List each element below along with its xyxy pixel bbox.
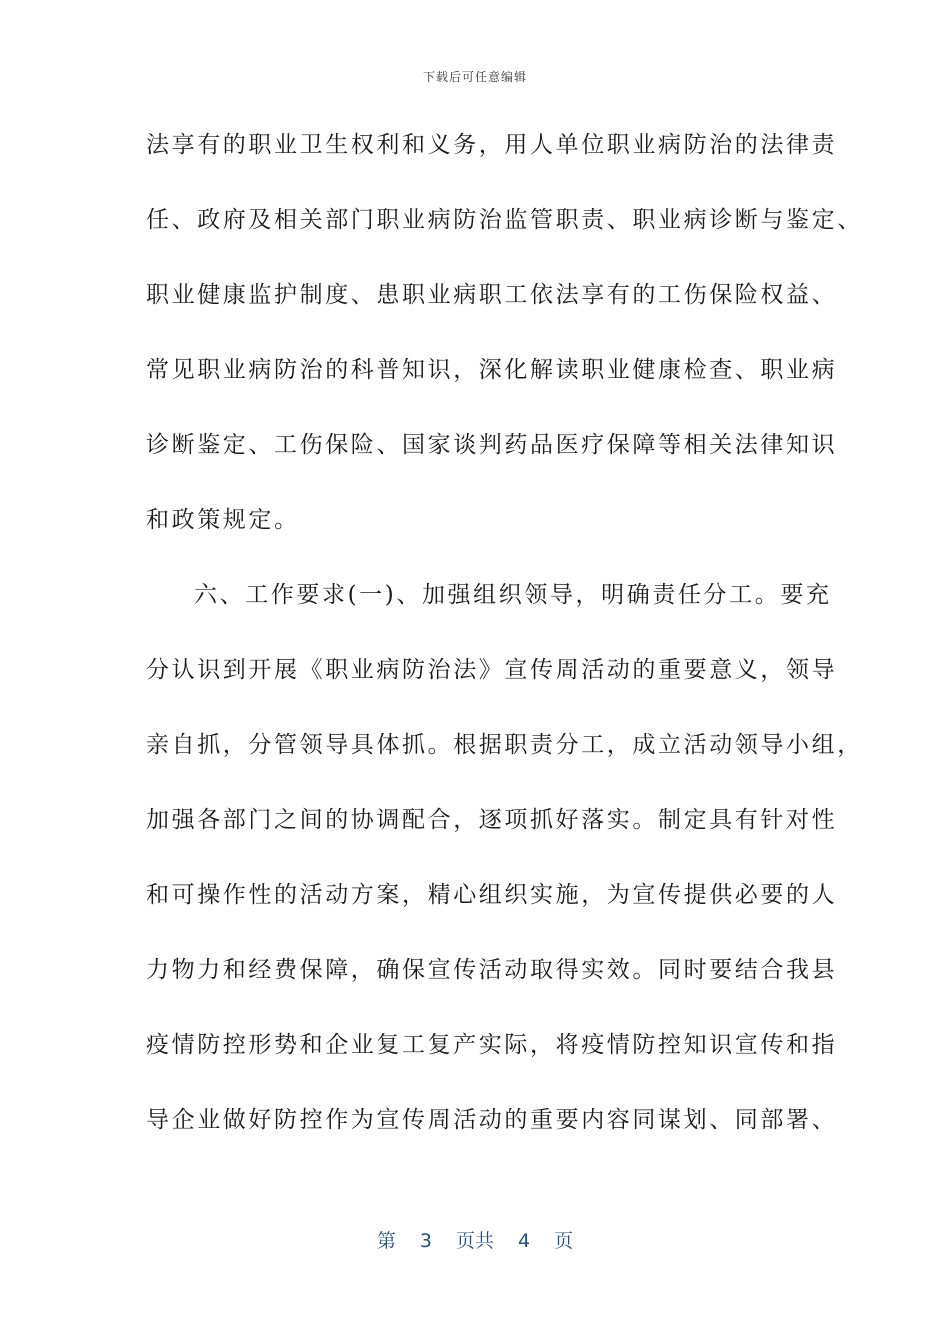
text-line: 常见职业病防治的科普知识，深化解读职业健康检查、职业病 xyxy=(146,357,838,383)
text-line: 任、政府及相关部门职业病防治监管职责、职业病诊断与鉴定、 xyxy=(146,207,863,233)
text-line: 疫情防控形势和企业复工复产实际，将疫情防控知识宣传和指 xyxy=(146,1032,838,1058)
text-line: 和可操作性的活动方案，精心组织实施，为宣传提供必要的人 xyxy=(146,882,838,908)
text-line: 诊断鉴定、工伤保险、国家谈判药品医疗保障等相关法律知识 xyxy=(146,432,838,458)
footer-total-pages: 4 xyxy=(518,1230,531,1252)
text-line: 亲自抓，分管领导具体抓。根据职责分工，成立活动领导小组， xyxy=(146,732,863,758)
footer-suffix: 页 xyxy=(554,1230,574,1252)
footer-current-page: 3 xyxy=(419,1230,432,1252)
text-line: 导企业做好防控作为宣传周活动的重要内容同谋划、同部署、 xyxy=(146,1107,838,1133)
text-line: 力物力和经费保障，确保宣传活动取得实效。同时要结合我县 xyxy=(146,957,838,983)
page-footer xyxy=(0,1226,950,1253)
text-line: 和政策规定。 xyxy=(146,507,300,533)
footer-middle: 页共 xyxy=(455,1230,494,1252)
text-line: 加强各部门之间的协调配合，逐项抓好落实。制定具有针对性 xyxy=(146,807,838,833)
document-body xyxy=(146,120,863,1170)
section-heading-line: 六、工作要求(一)、加强组织领导，明确责任分工。要充 xyxy=(194,582,832,608)
footer-prefix: 第 xyxy=(376,1230,396,1252)
header-note: 下载后可任意编辑 xyxy=(422,70,527,84)
text-line: 分认识到开展《职业病防治法》宣传周活动的重要意义，领导 xyxy=(146,657,838,683)
text-line: 法享有的职业卫生权利和义务，用人单位职业病防治的法律责 xyxy=(146,132,838,158)
text-line: 职业健康监护制度、患职业病职工依法享有的工伤保险权益、 xyxy=(146,282,838,308)
